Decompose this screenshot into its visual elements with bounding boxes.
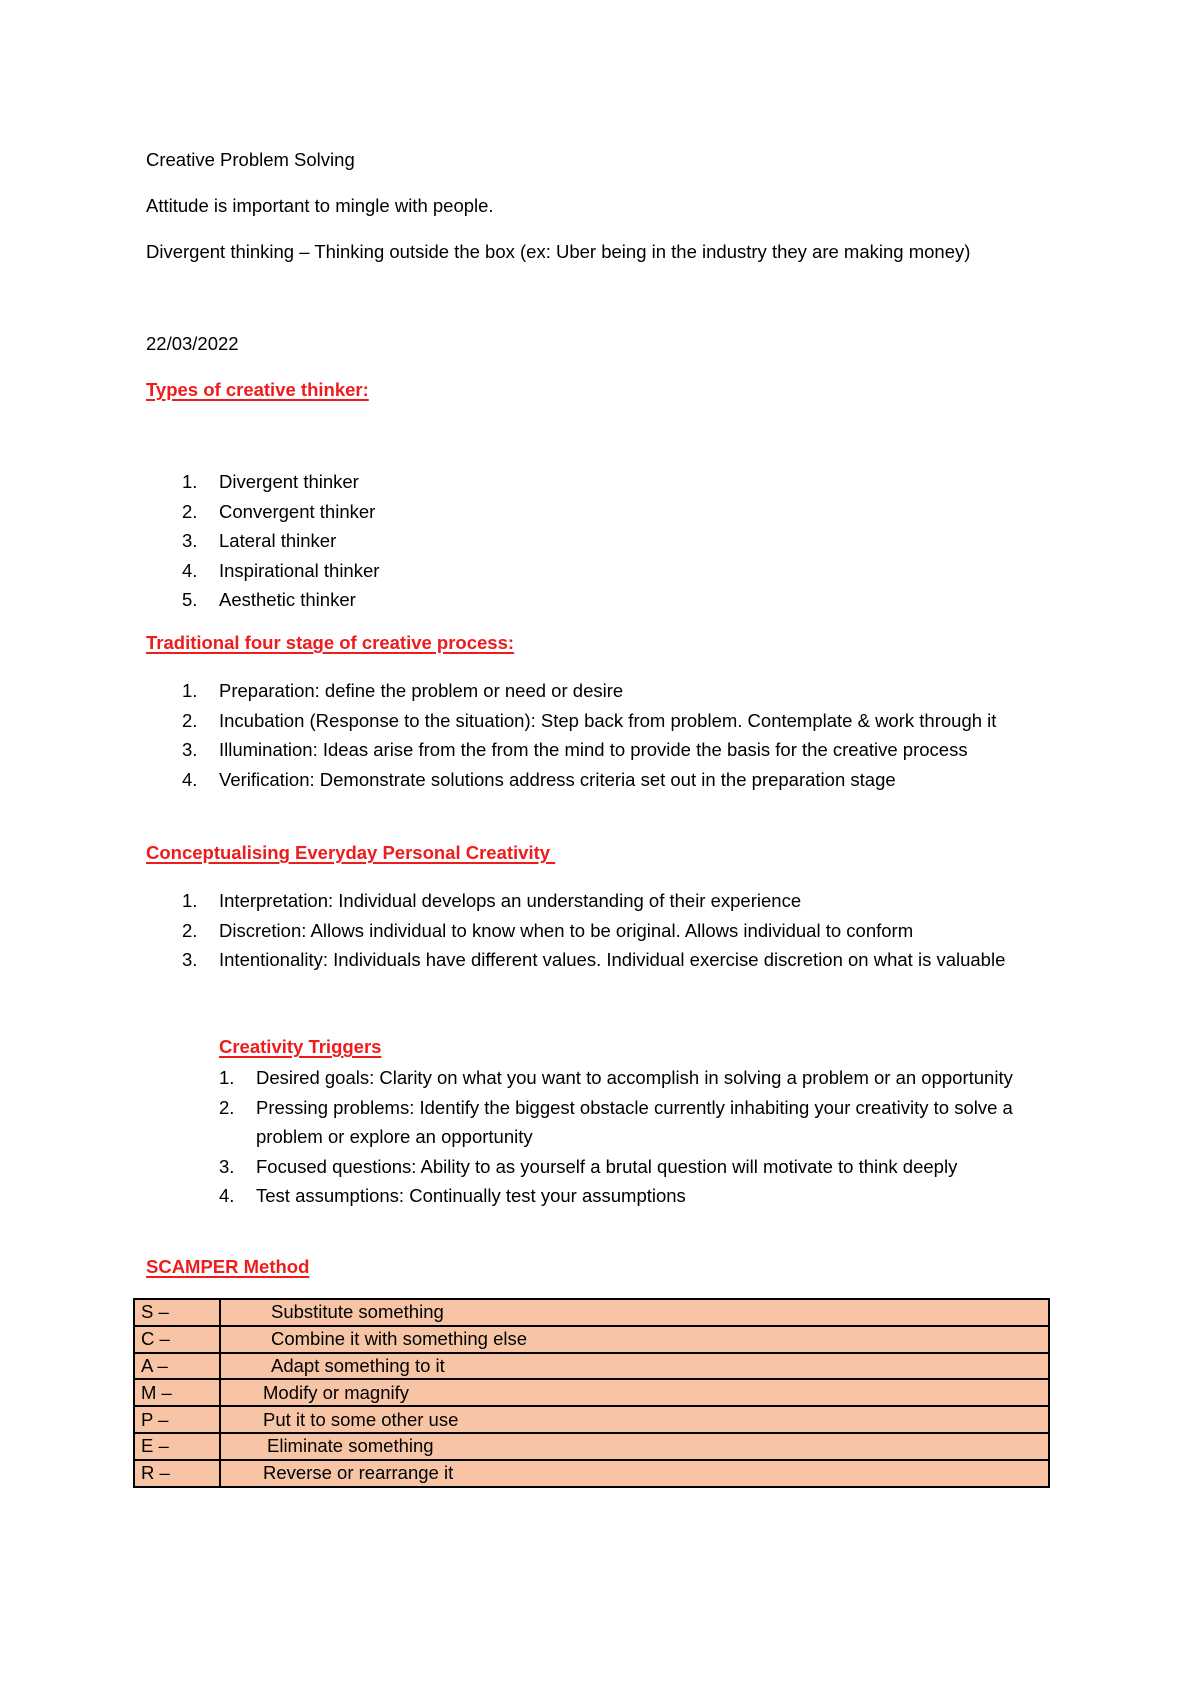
triggers-heading: Creativity Triggers xyxy=(219,1036,382,1057)
list-number: 3. xyxy=(182,739,198,760)
document-title: Creative Problem Solving xyxy=(146,149,355,170)
list-number: 3. xyxy=(182,530,198,551)
list-text: Interpretation: Individual develops an understanding of their experience xyxy=(219,890,802,911)
scamper-letter: C – xyxy=(134,1326,220,1353)
list-text: Inspirational thinker xyxy=(219,559,380,581)
list-text: Verification: Demonstrate solutions address criteria set out in the preparation stage xyxy=(219,768,896,790)
table-row xyxy=(134,1433,1049,1460)
scamper-letter: A – xyxy=(134,1353,220,1380)
list-item xyxy=(182,916,1069,946)
list-text: Illumination: Ideas arise from the from the mind to provide the basis for the creative process xyxy=(219,739,968,760)
triggers-list xyxy=(219,1063,1056,1211)
attitude-line: Attitude is important to mingle with people. xyxy=(146,195,494,216)
list-text: Incubation (Response to the situation): Step back from problem. Contemplate & work through it xyxy=(219,709,997,731)
types-heading: Types of creative thinker: xyxy=(146,379,369,400)
list-item xyxy=(182,497,1059,527)
list-text: Focused questions: Ability to as yourself a brutal question will motivate to think deeply xyxy=(256,1155,958,1177)
list-item xyxy=(182,526,1059,556)
list-text: Discretion: Allows individual to know when to be original. Allows individual to conform xyxy=(219,919,914,941)
list-item xyxy=(182,585,1059,615)
list-text: Test assumptions: Continually test your assumptions xyxy=(256,1185,686,1206)
list-item xyxy=(182,886,1069,916)
scamper-letter: M – xyxy=(134,1379,220,1406)
scamper-heading: SCAMPER Method xyxy=(146,1256,310,1277)
scamper-desc: Reverse or rearrange it xyxy=(220,1460,1049,1487)
table-row xyxy=(134,1406,1049,1433)
list-number: 2. xyxy=(182,919,198,941)
list-text: Intentionality: Individuals have different values. Individual exercise discretion on what is valuable xyxy=(219,949,1006,970)
list-item xyxy=(182,676,1069,706)
list-item xyxy=(182,706,1009,736)
list-number: 1. xyxy=(182,471,198,492)
list-item xyxy=(219,1181,1056,1211)
scamper-desc: Modify or magnify xyxy=(220,1379,1049,1406)
everyday-heading: Conceptualising Everyday Personal Creativity xyxy=(146,842,556,863)
list-number: 2. xyxy=(182,500,198,522)
table-row xyxy=(134,1299,1049,1326)
list-text: Pressing problems: Identify the biggest obstacle currently inhabiting your creativity to solve a problem or explore an opportunity xyxy=(256,1096,1013,1147)
list-text: Lateral thinker xyxy=(219,530,337,551)
scamper-desc: Combine it with something else xyxy=(220,1326,1049,1353)
list-item xyxy=(182,945,1039,975)
scamper-letter: P – xyxy=(134,1406,220,1433)
list-item xyxy=(219,1152,1056,1182)
list-text: Preparation: define the problem or need or desire xyxy=(219,680,624,701)
list-number: 1. xyxy=(182,890,198,911)
stages-heading: Traditional four stage of creative process: xyxy=(146,632,515,653)
scamper-desc: Adapt something to it xyxy=(220,1353,1049,1380)
list-text: Divergent thinker xyxy=(219,471,359,492)
list-number: 2. xyxy=(182,709,198,731)
list-number: 1. xyxy=(182,680,198,701)
list-item xyxy=(182,765,1069,795)
scamper-letter: E – xyxy=(134,1433,220,1460)
list-number: 4. xyxy=(182,768,198,790)
list-text: Desired goals: Clarity on what you want to accomplish in solving a problem or an opportunity xyxy=(256,1067,1013,1088)
table-row xyxy=(134,1326,1049,1353)
list-number: 1. xyxy=(219,1067,235,1088)
everyday-list xyxy=(182,886,1069,975)
list-number: 5. xyxy=(182,589,198,610)
list-number: 4. xyxy=(219,1185,235,1206)
list-text: Aesthetic thinker xyxy=(219,589,356,610)
scamper-letter: S – xyxy=(134,1299,220,1326)
list-number: 2. xyxy=(219,1096,235,1118)
list-item xyxy=(182,735,1069,765)
list-item xyxy=(182,467,1059,497)
table-row xyxy=(134,1353,1049,1380)
scamper-desc: Eliminate something xyxy=(220,1433,1049,1460)
list-item xyxy=(182,556,1059,586)
scamper-desc: Put it to some other use xyxy=(220,1406,1049,1433)
list-item xyxy=(219,1093,1046,1152)
list-number: 3. xyxy=(182,949,198,970)
list-number: 3. xyxy=(219,1155,235,1177)
list-item xyxy=(219,1063,1016,1093)
table-row xyxy=(134,1379,1049,1406)
list-number: 4. xyxy=(182,559,198,581)
scamper-desc: Substitute something xyxy=(220,1299,1049,1326)
list-text: Convergent thinker xyxy=(219,500,376,522)
scamper-table xyxy=(133,1298,1050,1488)
divergent-line: Divergent thinking – Thinking outside the box (ex: Uber being in the industry they are making money) xyxy=(146,241,971,262)
stages-list xyxy=(182,676,1069,794)
date-line: 22/03/2022 xyxy=(146,333,239,354)
table-row xyxy=(134,1460,1049,1487)
types-list xyxy=(182,467,1059,615)
scamper-letter: R – xyxy=(134,1460,220,1487)
